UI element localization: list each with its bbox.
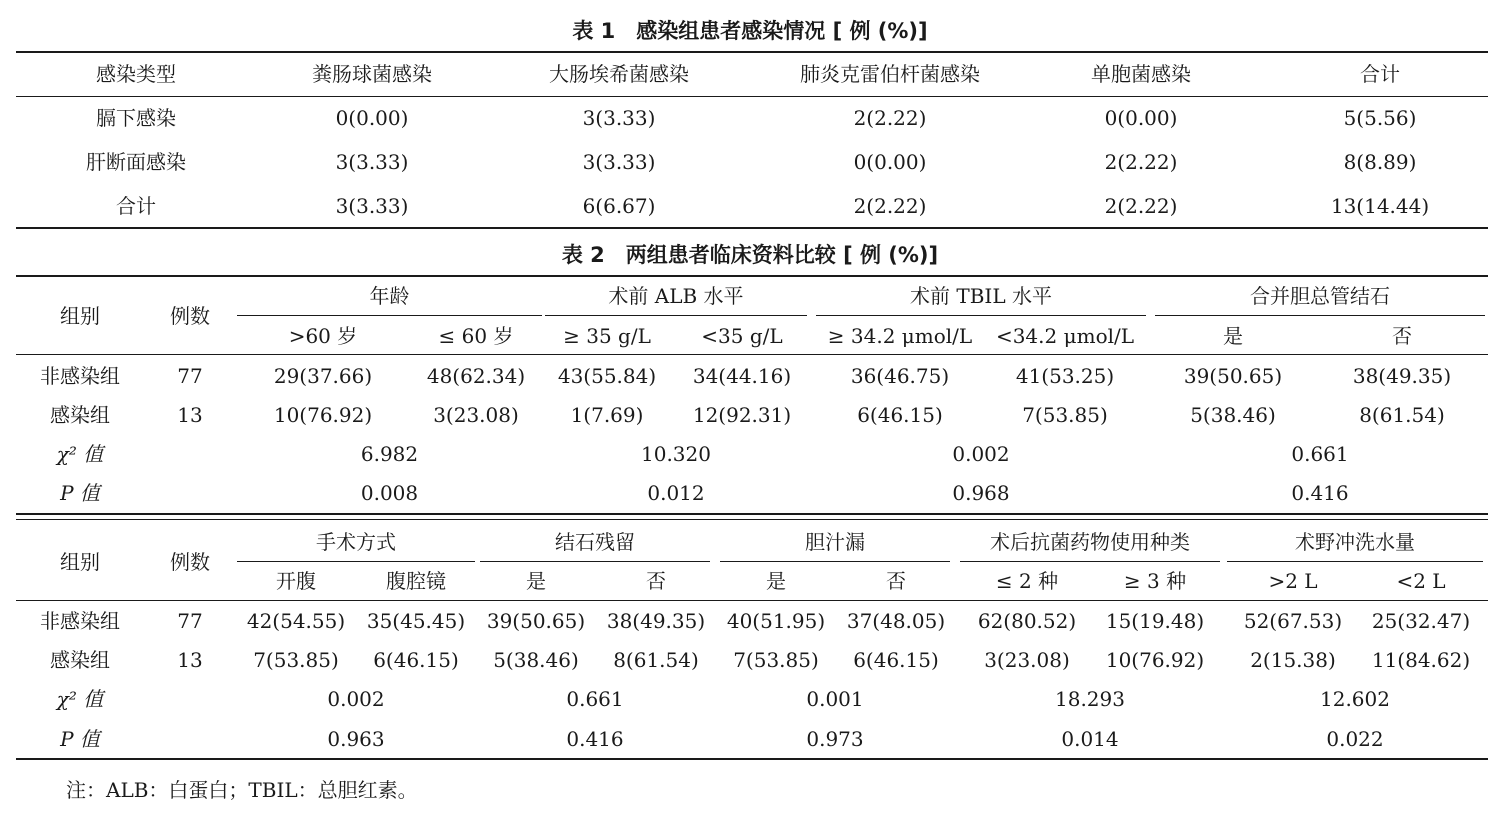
table-cell: 35(45.45): [366, 609, 466, 633]
table-cell: 11(84.62): [1371, 648, 1471, 672]
table1-header-klebsiella: 肺炎克雷伯杆菌感染: [800, 62, 980, 86]
table-cell: 2(2.22): [853, 106, 927, 130]
part1-bottom-rule: [16, 513, 1488, 515]
var-header-surgery: 手术方式: [316, 530, 396, 554]
part2-header-count: 例数: [170, 550, 210, 574]
span-rule-tbil: [816, 315, 1146, 316]
row-label: 肝断面感染: [86, 150, 186, 174]
table-cell: 5(38.46): [493, 648, 579, 672]
span-rule-residual-stone: [480, 561, 710, 562]
level-header: ≤ 2 种: [995, 569, 1059, 593]
table-cell: 34(44.16): [692, 364, 792, 388]
table-cell: 0(0.00): [853, 150, 927, 174]
part1-header-group: 组别: [60, 304, 100, 328]
level-header: 开腹: [276, 569, 316, 593]
level-header: 否: [1392, 324, 1412, 348]
table-cell: 0.008: [360, 481, 419, 505]
table-cell: 7(53.85): [1022, 403, 1108, 427]
table1-header-rule: [16, 96, 1488, 97]
table-cell: 6(6.67): [582, 194, 656, 218]
table-cell: 29(37.66): [273, 364, 373, 388]
table-cell: 2(2.22): [1104, 150, 1178, 174]
table-cell: 5(38.46): [1190, 403, 1276, 427]
part1-header-rule: [16, 354, 1488, 355]
table-cell: 15(19.48): [1105, 609, 1205, 633]
level-header: ≥ 34.2 μmol/L: [827, 324, 973, 348]
table1-header-type: 感染类型: [96, 62, 176, 86]
table-cell: 13: [177, 403, 203, 427]
level-header: ≥ 35 g/L: [563, 324, 651, 348]
table-cell: 6(46.15): [373, 648, 459, 672]
table1-header-pseudomonas: 单胞菌感染: [1091, 62, 1191, 86]
p-label: P 值: [60, 727, 100, 751]
table-cell: 7(53.85): [253, 648, 339, 672]
row-label: 膈下感染: [96, 106, 176, 130]
table-cell: 36(46.75): [850, 364, 950, 388]
table-cell: 0.661: [1291, 442, 1349, 466]
table-cell: 10(76.92): [273, 403, 373, 427]
var-header-alb: 术前 ALB 水平: [608, 284, 744, 308]
level-header: ≤ 60 岁: [438, 324, 514, 348]
table-cell: 3(23.08): [433, 403, 519, 427]
span-rule-cbd-stone: [1155, 315, 1485, 316]
level-header: <35 g/L: [701, 324, 783, 348]
table-cell: 3(3.33): [335, 194, 409, 218]
table1-top-rule: [16, 51, 1488, 53]
row-label: 非感染组: [40, 609, 120, 633]
span-rule-alb: [545, 315, 807, 316]
span-rule-bile-leak: [720, 561, 950, 562]
table-footnote: 注：ALB：白蛋白；TBIL：总胆红素。: [66, 778, 418, 802]
table-cell: 0.416: [1291, 481, 1349, 505]
table-cell: 8(61.54): [1359, 403, 1445, 427]
table-cell: 0.014: [1061, 727, 1119, 751]
level-header: 腹腔镜: [386, 569, 446, 593]
level-header: 是: [526, 569, 546, 593]
table1-caption: 表 1 感染组患者感染情况 [ 例 (%)]: [572, 19, 928, 43]
level-header: 否: [646, 569, 666, 593]
level-header: 是: [1223, 324, 1243, 348]
span-rule-antibiotics: [960, 561, 1220, 562]
table-cell: 38(49.35): [1352, 364, 1452, 388]
table-cell: 77: [177, 364, 203, 388]
table-cell: 5(5.56): [1343, 106, 1417, 130]
table-cell: 0.973: [806, 727, 864, 751]
var-header-cbd-stone: 合并胆总管结石: [1250, 284, 1390, 308]
table-cell: 6(46.15): [857, 403, 943, 427]
part1-header-count: 例数: [170, 304, 210, 328]
table-cell: 10.320: [641, 442, 711, 466]
table-cell: 3(23.08): [984, 648, 1070, 672]
table-cell: 0.001: [806, 687, 864, 711]
table-cell: 43(55.84): [557, 364, 657, 388]
table-cell: 6(46.15): [853, 648, 939, 672]
table-cell: 8(8.89): [1343, 150, 1417, 174]
table-cell: 3(3.33): [335, 150, 409, 174]
table1-bottom-rule: [16, 227, 1488, 229]
row-label: 非感染组: [40, 364, 120, 388]
table-cell: 62(80.52): [977, 609, 1077, 633]
table2-caption: 表 2 两组患者临床资料比较 [ 例 (%)]: [561, 243, 939, 267]
part2-top-rule: [16, 519, 1488, 520]
var-header-tbil: 术前 TBIL 水平: [910, 284, 1052, 308]
table-cell: 18.293: [1055, 687, 1125, 711]
chi-label: χ² 值: [56, 687, 104, 711]
table-cell: 10(76.92): [1105, 648, 1205, 672]
level-header: >2 L: [1268, 569, 1318, 593]
table-cell: 42(54.55): [246, 609, 346, 633]
row-label: 合计: [116, 194, 156, 218]
var-header-age: 年龄: [369, 284, 410, 308]
table-cell: 2(2.22): [1104, 194, 1178, 218]
p-label: P 值: [60, 481, 100, 505]
table-cell: 0.002: [327, 687, 385, 711]
row-label: 感染组: [50, 403, 110, 427]
table-cell: 7(53.85): [733, 648, 819, 672]
table-cell: 3(3.33): [582, 106, 656, 130]
span-rule-age: [237, 315, 542, 316]
table-cell: 77: [177, 609, 203, 633]
table-cell: 39(50.65): [486, 609, 586, 633]
table-cell: 41(53.25): [1015, 364, 1115, 388]
table2-top-rule: [16, 275, 1488, 277]
table-cell: 0.022: [1326, 727, 1384, 751]
level-header: ≥ 3 种: [1123, 569, 1187, 593]
chi-label: χ² 值: [56, 442, 104, 466]
table-cell: 0.661: [566, 687, 624, 711]
table-cell: 0.968: [952, 481, 1010, 505]
table-cell: 2(2.22): [853, 194, 927, 218]
table2-bottom-rule: [16, 758, 1488, 760]
table-cell: 0.963: [327, 727, 385, 751]
table-cell: 8(61.54): [613, 648, 699, 672]
table-cell: 37(48.05): [846, 609, 946, 633]
var-header-irrigation: 术野冲洗水量: [1295, 530, 1415, 554]
table-cell: 38(49.35): [606, 609, 706, 633]
row-label: 感染组: [50, 648, 110, 672]
table-cell: 48(62.34): [426, 364, 526, 388]
table-cell: 0.012: [647, 481, 705, 505]
table-cell: 12(92.31): [692, 403, 792, 427]
level-header: >60 岁: [288, 324, 358, 348]
table-cell: 0(0.00): [335, 106, 409, 130]
table-cell: 25(32.47): [1371, 609, 1471, 633]
part2-header-group: 组别: [60, 550, 100, 574]
table-cell: 13: [177, 648, 203, 672]
var-header-bile-leak: 胆汁漏: [805, 530, 865, 554]
level-header: 是: [766, 569, 786, 593]
table-cell: 0.002: [952, 442, 1010, 466]
table-cell: 3(3.33): [582, 150, 656, 174]
part2-header-rule: [16, 600, 1488, 601]
table1-header-ecoli: 大肠埃希菌感染: [549, 62, 689, 86]
table-cell: 39(50.65): [1183, 364, 1283, 388]
table-cell: 13(14.44): [1330, 194, 1430, 218]
table1-header-enterococcus: 粪肠球菌感染: [312, 62, 432, 86]
table-cell: 40(51.95): [726, 609, 826, 633]
level-header: <34.2 μmol/L: [995, 324, 1135, 348]
table-cell: 12.602: [1320, 687, 1390, 711]
table-cell: 52(67.53): [1243, 609, 1343, 633]
table1-header-total: 合计: [1360, 62, 1400, 86]
table-cell: 0.416: [566, 727, 624, 751]
level-header: <2 L: [1396, 569, 1446, 593]
var-header-antibiotics: 术后抗菌药物使用种类: [990, 530, 1190, 554]
table-cell: 2(15.38): [1250, 648, 1336, 672]
table-cell: 1(7.69): [570, 403, 644, 427]
level-header: 否: [886, 569, 906, 593]
span-rule-surgery: [237, 561, 475, 562]
span-rule-irrigation: [1227, 561, 1483, 562]
table-cell: 0(0.00): [1104, 106, 1178, 130]
table-cell: 6.982: [360, 442, 419, 466]
var-header-residual-stone: 结石残留: [555, 530, 635, 554]
